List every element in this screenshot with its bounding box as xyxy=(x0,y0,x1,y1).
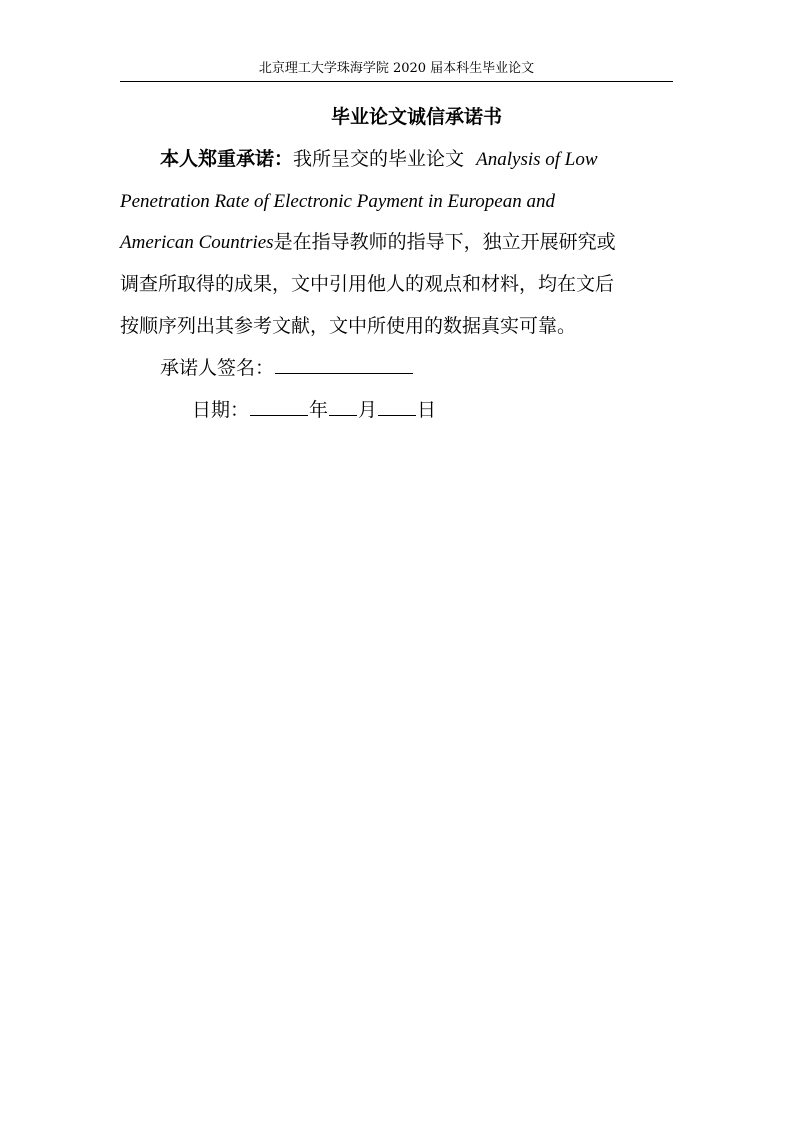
pledge-line-4: 调查所取得的成果，文中引用他人的观点和材料，均在文后 xyxy=(120,273,615,295)
date-row xyxy=(192,397,436,423)
pledge-line-5: 按顺序列出其参考文献，文中所使用的数据真实可靠。 xyxy=(120,315,577,337)
month-label: 月 xyxy=(358,399,378,421)
header-divider xyxy=(120,81,673,82)
signature-row xyxy=(160,355,414,381)
thesis-title-part-1: Analysis of Low xyxy=(476,149,598,170)
pledge-text-1: 我所呈交的毕业论文 xyxy=(293,148,465,170)
pledge-line-1 xyxy=(160,146,598,173)
page-title: 毕业论文诚信承诺书 xyxy=(330,106,502,128)
year-label: 年 xyxy=(309,399,329,421)
pledge-line-2 xyxy=(120,188,555,215)
day-label: 日 xyxy=(417,399,437,421)
signature-field[interactable] xyxy=(275,355,413,374)
pledge-text-3: 是在指导教师的指导下，独立开展研究或 xyxy=(273,231,616,253)
pledge-lead: 本人郑重承诺： xyxy=(160,148,294,170)
pledge-line-3 xyxy=(120,229,616,256)
signature-label: 承诺人签名： xyxy=(160,357,275,379)
month-field[interactable] xyxy=(329,397,357,416)
day-field[interactable] xyxy=(378,397,416,416)
running-header: 北京理工大学珠海学院 2020 届本科生毕业论文 xyxy=(258,61,535,76)
thesis-title-part-2: Penetration Rate of Electronic Payment in European and xyxy=(120,191,555,212)
thesis-title-part-3: American Countries xyxy=(120,232,274,253)
date-label: 日期： xyxy=(192,399,250,421)
year-field[interactable] xyxy=(250,397,308,416)
